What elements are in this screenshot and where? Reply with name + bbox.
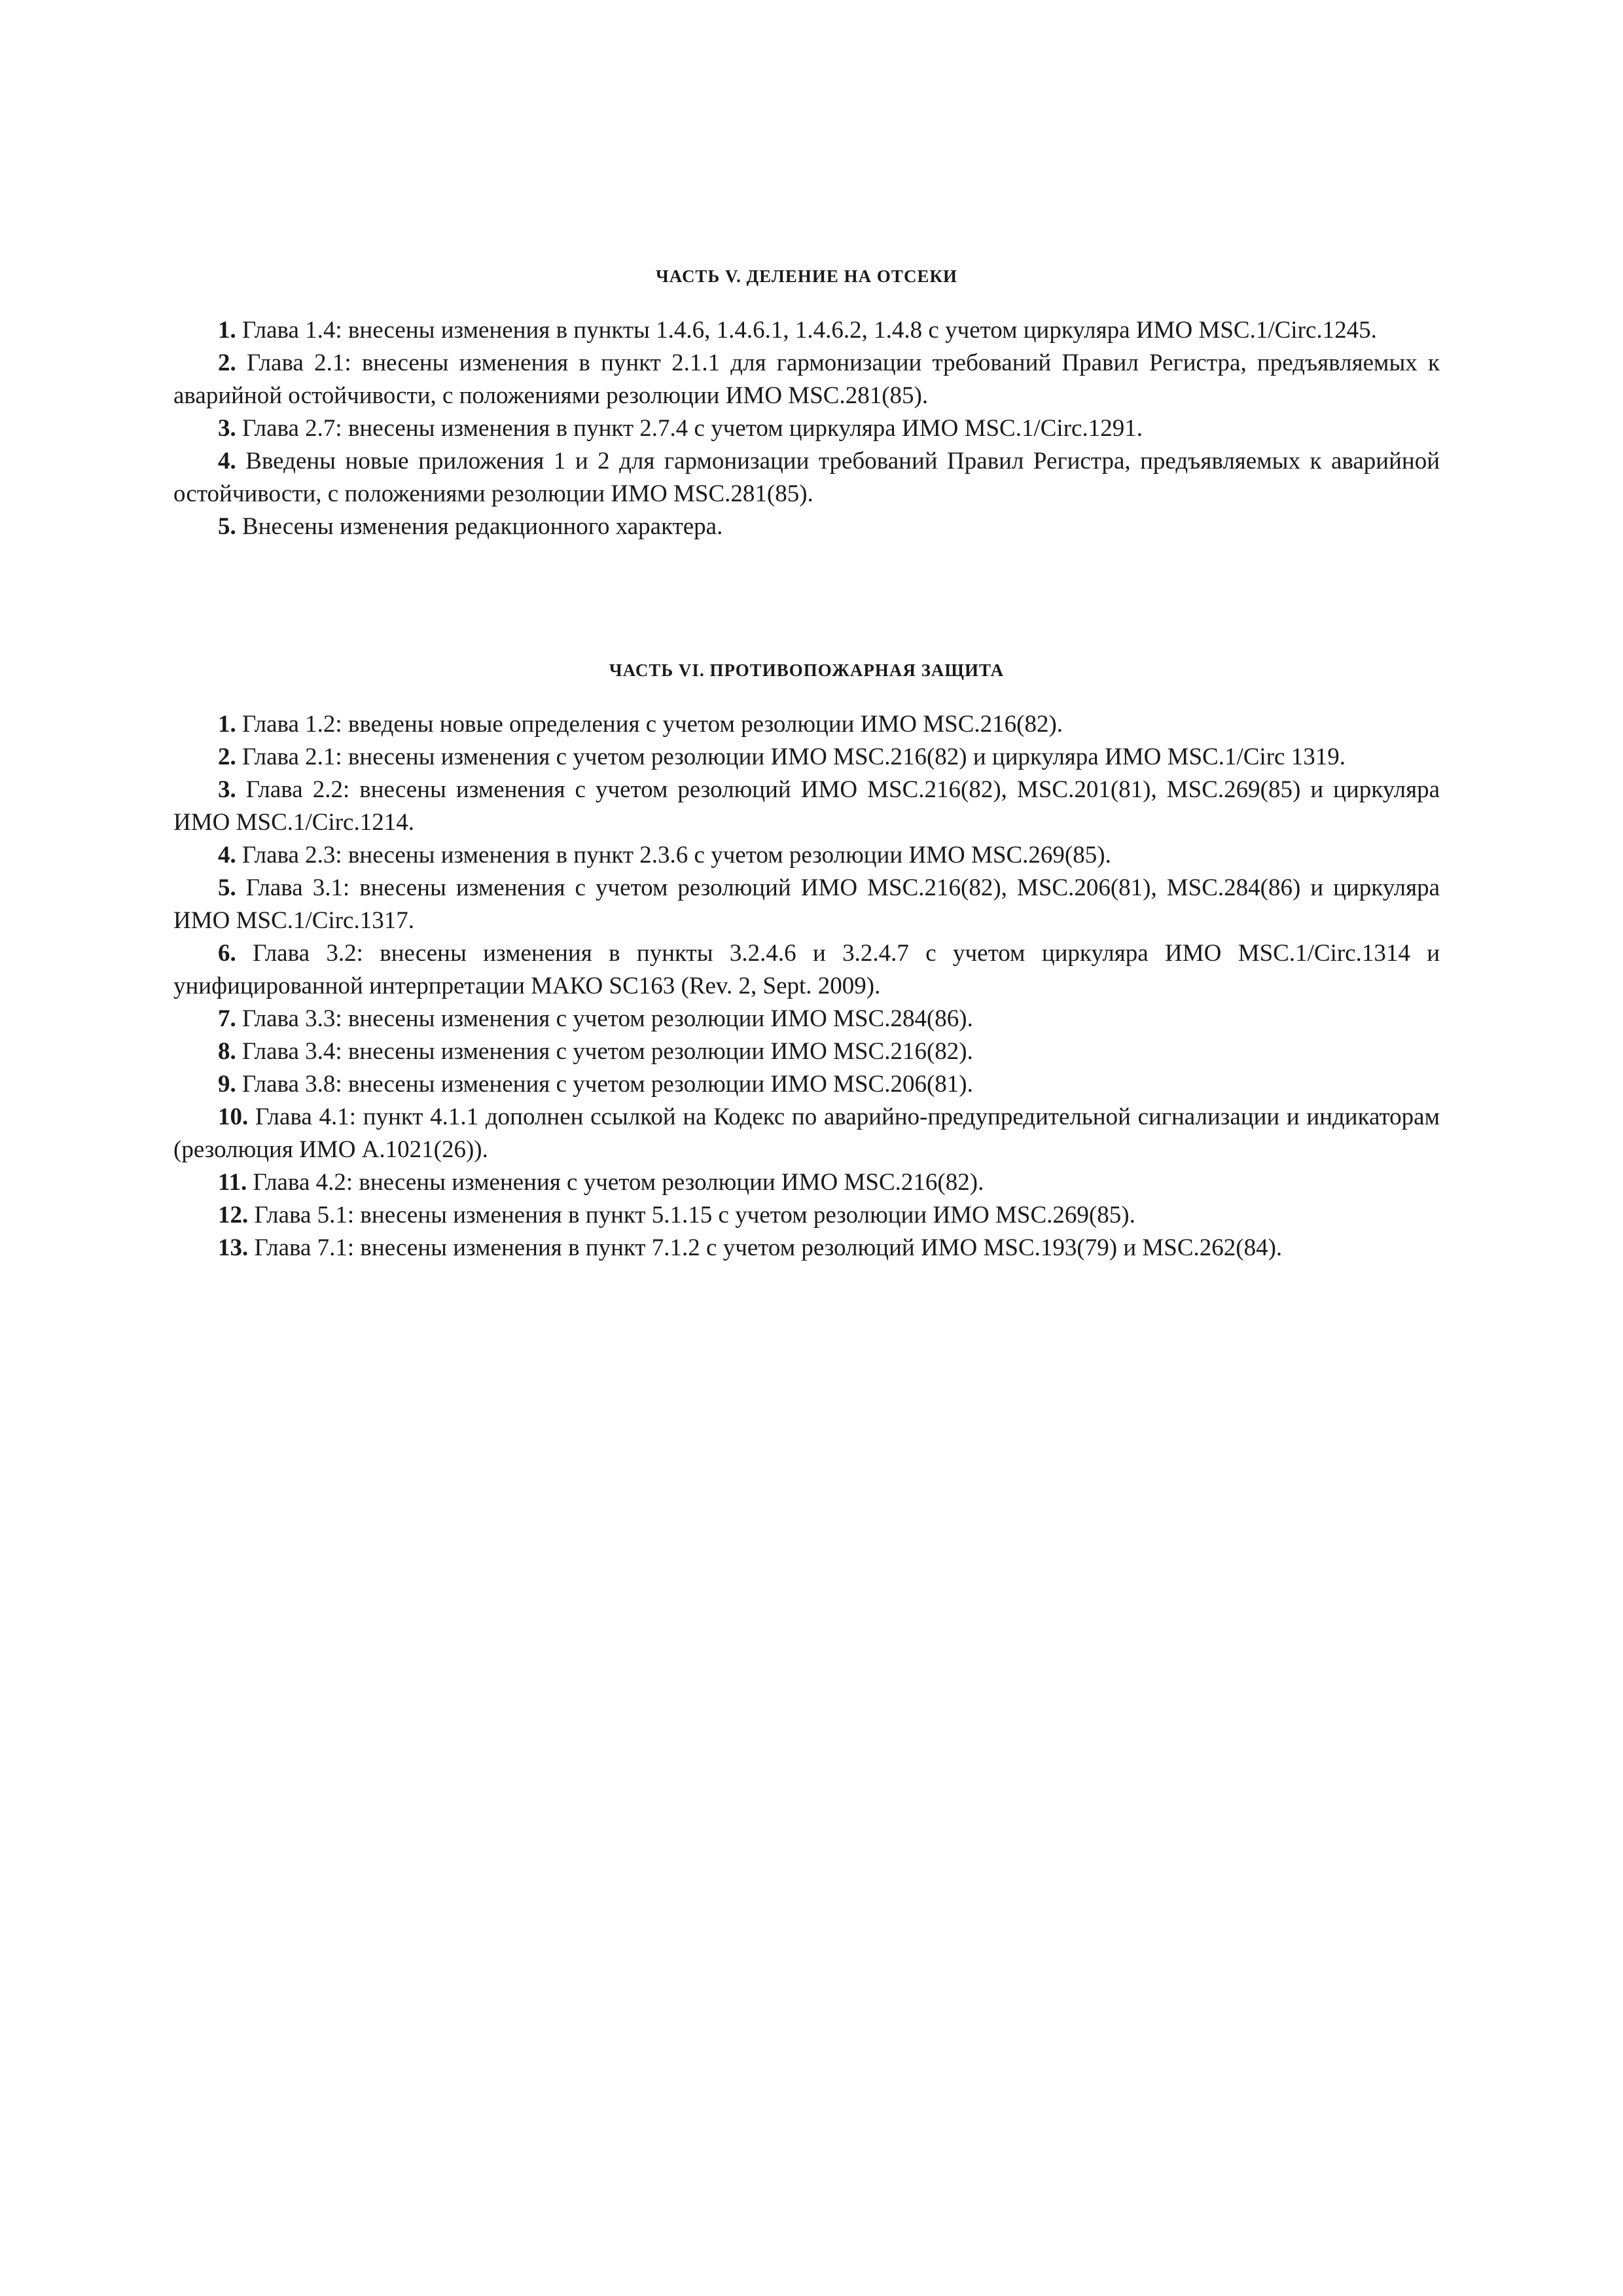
item-text: Глава 2.2: внесены изменения с учетом резолюций ИМО MSC.216(82), MSC.201(81), MSC.269(85) и циркуляра ИМО MSC.1/Circ.1214. <box>173 776 1440 836</box>
item-number: 11. <box>218 1169 247 1196</box>
item-number: 5. <box>218 874 236 901</box>
item-text: Глава 7.1: внесены изменения в пункт 7.1.2 с учетом резолюций ИМО MSC.193(79) и MSC.262(84). <box>254 1234 1283 1261</box>
item-text: Глава 3.2: внесены изменения в пункты 3.2.4.6 и 3.2.4.7 с учетом циркуляра ИМО MSC.1/Circ.1314 и унифицированной интерпретации МАКО SC163 (Rev. 2, Sept. 2009). <box>173 940 1440 999</box>
section-part-vi <box>173 657 1440 1265</box>
item-number: 12. <box>218 1202 249 1229</box>
list-item <box>173 347 1440 412</box>
section-title: ЧАСТЬ V. ДЕЛЕНИЕ НА ОТСЕКИ <box>655 266 958 286</box>
item-text: Глава 3.1: внесены изменения с учетом резолюций ИМО MSC.216(82), MSC.206(81), MSC.284(86) и циркуляра ИМО MSC.1/Circ.1317. <box>173 874 1440 934</box>
list-item <box>173 1035 1440 1068</box>
item-number: 13. <box>218 1234 249 1261</box>
item-number: 5. <box>218 513 236 540</box>
item-text: Глава 5.1: внесены изменения в пункт 5.1.15 с учетом резолюции ИМО MSC.269(85). <box>254 1202 1135 1229</box>
item-number: 1. <box>218 711 236 738</box>
item-number: 2. <box>218 744 236 770</box>
item-text: Глава 3.8: внесены изменения с учетом резолюции ИМО MSC.206(81). <box>242 1071 973 1098</box>
item-text: Введены новые приложения 1 и 2 для гармонизации требований Правил Регистра, предъявляемых к аварийной остойчивости, с положениями резолюции ИМО MSC.281(85). <box>173 448 1440 507</box>
list-item <box>173 872 1440 937</box>
item-number: 4. <box>218 842 236 869</box>
section-part-v <box>173 263 1440 543</box>
item-text: Глава 3.4: внесены изменения с учетом резолюции ИМО MSC.216(82). <box>242 1038 973 1065</box>
list-item <box>173 1068 1440 1101</box>
item-text: Глава 1.4: внесены изменения в пункты 1.4.6, 1.4.6.1, 1.4.6.2, 1.4.8 с учетом циркуляра ИМО MSC.1/Circ.1245. <box>242 317 1377 344</box>
list-item <box>173 708 1440 741</box>
item-number: 2. <box>218 350 236 376</box>
item-text: Внесены изменения редакционного характера. <box>242 513 723 540</box>
item-number: 3. <box>218 776 236 803</box>
list-item <box>173 1101 1440 1166</box>
section-title: ЧАСТЬ VI. ПРОТИВОПОЖАРНАЯ ЗАЩИТА <box>609 660 1005 680</box>
item-number: 6. <box>218 940 236 967</box>
item-text: Глава 4.2: внесены изменения с учетом резолюции ИМО MSC.216(82). <box>253 1169 984 1196</box>
list-item <box>173 937 1440 1003</box>
item-text: Глава 1.2: введены новые определения с учетом резолюции ИМО MSC.216(82). <box>242 711 1063 738</box>
item-text: Глава 2.1: внесены изменения в пункт 2.1.1 для гармонизации требований Правил Регистра, предъявляемых к аварийной остойчивости, с положениями резолюции ИМО MSC.281(85). <box>173 350 1440 409</box>
list-item <box>173 445 1440 511</box>
list-item <box>173 839 1440 872</box>
list-item <box>173 314 1440 347</box>
item-number: 8. <box>218 1038 236 1065</box>
item-number: 1. <box>218 317 236 344</box>
list-item <box>173 741 1440 774</box>
list-item <box>173 1003 1440 1035</box>
list-item <box>173 774 1440 839</box>
item-number: 7. <box>218 1005 236 1032</box>
item-text: Глава 2.3: внесены изменения в пункт 2.3.6 с учетом резолюции ИМО MSC.269(85). <box>242 842 1111 869</box>
item-text: Глава 3.3: внесены изменения с учетом резолюции ИМО MSC.284(86). <box>242 1005 973 1032</box>
list-item <box>173 511 1440 543</box>
list-item <box>173 1166 1440 1199</box>
item-text: Глава 2.7: внесены изменения в пункт 2.7.4 с учетом циркуляра ИМО MSC.1/Circ.1291. <box>242 415 1143 442</box>
list-item <box>173 1232 1440 1265</box>
item-number: 10. <box>218 1103 249 1130</box>
item-text: Глава 2.1: внесены изменения с учетом резолюции ИМО MSC.216(82) и циркуляра ИМО MSC.1/Circ 1319. <box>242 744 1346 770</box>
list-item <box>173 1199 1440 1232</box>
item-number: 4. <box>218 448 236 475</box>
item-text: Глава 4.1: пункт 4.1.1 дополнен ссылкой на Кодекс по аварийно-предупредительной сигнализации и индикаторам (резолюция ИМО A.1021(26)). <box>173 1103 1440 1163</box>
item-number: 9. <box>218 1071 236 1098</box>
item-number: 3. <box>218 415 236 442</box>
list-item <box>173 412 1440 445</box>
